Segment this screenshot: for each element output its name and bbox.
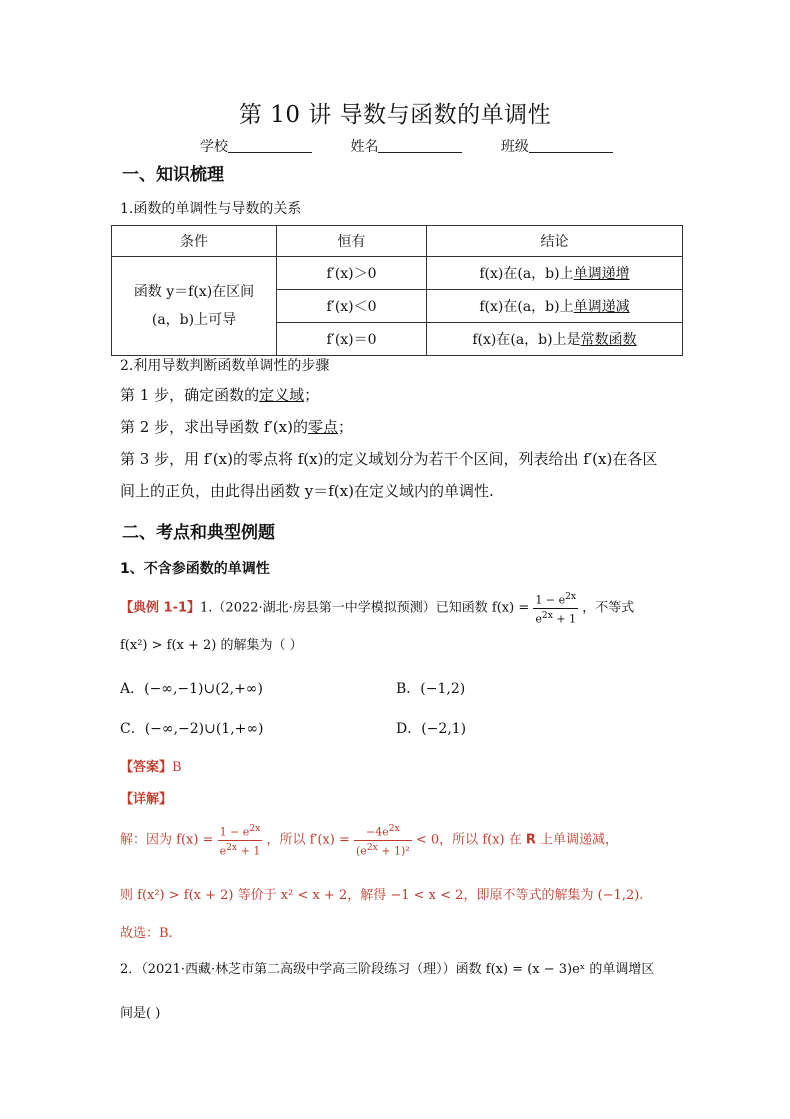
table-cell: f′(x)＝0 [277,323,427,356]
school-field[interactable] [200,136,312,156]
table-cell [427,290,683,323]
solution-text: < 0，所以 f(x) 在 [415,832,526,848]
option-b[interactable]: B．(−1,2) [396,681,466,697]
den-exp: 2x [226,841,238,853]
step-2 [120,416,353,437]
solution-real-set: R [525,832,536,848]
example-question [120,590,634,626]
condition-line: (a，b)上可导 [151,312,237,328]
table-cell [427,323,683,356]
step-3-line-1: 第 3 步，用 f′(x)的零点将 f(x)的定义域划分为若干个区间，列表给出 f′(x)在各区 [120,450,658,468]
table-header-cell: 条件 [112,226,277,257]
example-tag: 【典例 1-1】 [120,600,201,616]
table-cell: f′(x)＜0 [277,290,427,323]
num-text: 1 − e [219,825,250,839]
class-field[interactable] [501,136,613,156]
detail-tag: 【详解】 [120,792,173,807]
option-d[interactable]: D．(−2,1) [396,721,467,737]
den-exp: 2x [366,841,378,853]
step-text: 第 2 步，求出导函数 f′(x)的 [120,418,308,436]
class-blank [529,138,613,153]
fraction-derivative [354,822,412,858]
table-header-row [112,226,683,257]
option-c[interactable]: C．(−∞,−2)∪(1,+∞) [120,721,264,737]
den-post: + 1)² [377,844,410,858]
fraction-denominator [533,609,578,627]
table-condition-cell [112,257,277,356]
solution-text: ，所以 f′(x) = [266,832,350,848]
num-text: −4e [366,825,389,839]
fraction-f-solution [218,822,263,858]
page-title: 第 10 讲 导数与函数的单调性 [238,102,552,128]
result-underlined: 单调递减 [573,299,630,315]
section2-heading: 二、考点和典型例题 [122,523,275,543]
den-post: + 1 [552,612,577,626]
condition-line: 函数 y＝f(x)在区间 [133,284,255,300]
table-cell: f′(x)＞0 [277,257,427,290]
num-text: 1 − e [535,593,566,607]
num-exp: 2x [249,823,261,834]
step-text: 第 1 步，确定函数的 [120,386,260,404]
section1-subheading-2: 2.利用导数判断函数单调性的步骤 [120,358,330,374]
solution-line-3: 故选：B. [120,926,173,941]
solution-text: 解：因为 f(x) = [120,832,214,848]
section1-subheading-1: 1.函数的单调性与导数的关系 [120,201,302,217]
solution-line-1 [120,822,618,858]
fraction-denominator [354,841,412,859]
fraction-numerator [218,822,263,841]
den-text: e [535,612,542,626]
class-label: 班级 [500,139,529,155]
fraction-denominator [218,841,263,859]
example-text: 1.（2022·湖北·房县第一中学模拟预测）已知函数 f(x) = [200,600,530,616]
result-text: f(x)在(a，b)上 [479,266,574,282]
solution-line-2: 则 f(x²) > f(x + 2) 等价于 x² < x + 2，解得 −1 < x < 2，即原不等式的解集为 (−1,2). [120,888,644,903]
result-text: f(x)在(a，b)上 [479,299,574,315]
answer-value: B [172,760,182,775]
step-3-line-2: 间上的正负，由此得出函数 y＝f(x)在定义域内的单调性. [120,482,494,500]
fraction-f [533,590,578,626]
table-row [112,257,683,290]
result-underlined: 单调递增 [573,266,630,282]
step-1 [120,384,319,405]
question-2-line-2: 间是( ) [120,1006,161,1021]
example-text-post: ，不等式 [582,600,635,616]
step-text: ； [338,418,354,436]
monotonicity-table [111,225,683,356]
example-question-line-2: f(x²) > f(x + 2) 的解集为（ ） [120,638,303,653]
option-a[interactable]: A．(−∞,−1)∪(2,+∞) [120,681,263,697]
name-field[interactable] [350,136,462,156]
fraction-numerator [533,590,578,609]
table-header-cell: 恒有 [277,226,427,257]
section1-heading: 一、知识梳理 [122,165,224,185]
name-blank [378,138,462,153]
question-2-line-1: 2．（2021·西藏·林芝市第二高级中学高三阶段练习（理））函数 f(x) = (x − 3)eˣ 的单调增区 [120,962,655,977]
step-underlined: 定义域 [259,386,305,404]
num-exp: 2x [388,823,400,834]
section2-subheading-1: 1、不含参函数的单调性 [120,561,270,577]
den-post: + 1 [237,844,261,858]
den-text: e [219,844,227,858]
den-text: (e [356,844,367,858]
result-text: f(x)在(a，b)上是 [472,332,581,348]
school-label: 学校 [200,139,228,155]
student-info-row [200,136,647,156]
den-exp: 2x [541,609,553,621]
answer-tag: 【答案】 [120,760,173,775]
name-label: 姓名 [350,139,379,155]
answer-line [120,756,182,775]
result-underlined: 常数函数 [580,332,637,348]
step-text: ； [304,386,320,404]
fraction-numerator [354,822,412,841]
step-underlined: 零点 [307,418,338,436]
table-header-cell: 结论 [427,226,683,257]
table-cell [427,257,683,290]
num-exp: 2x [565,591,577,602]
school-blank [228,138,312,153]
solution-text: 上单调递减， [535,832,619,848]
